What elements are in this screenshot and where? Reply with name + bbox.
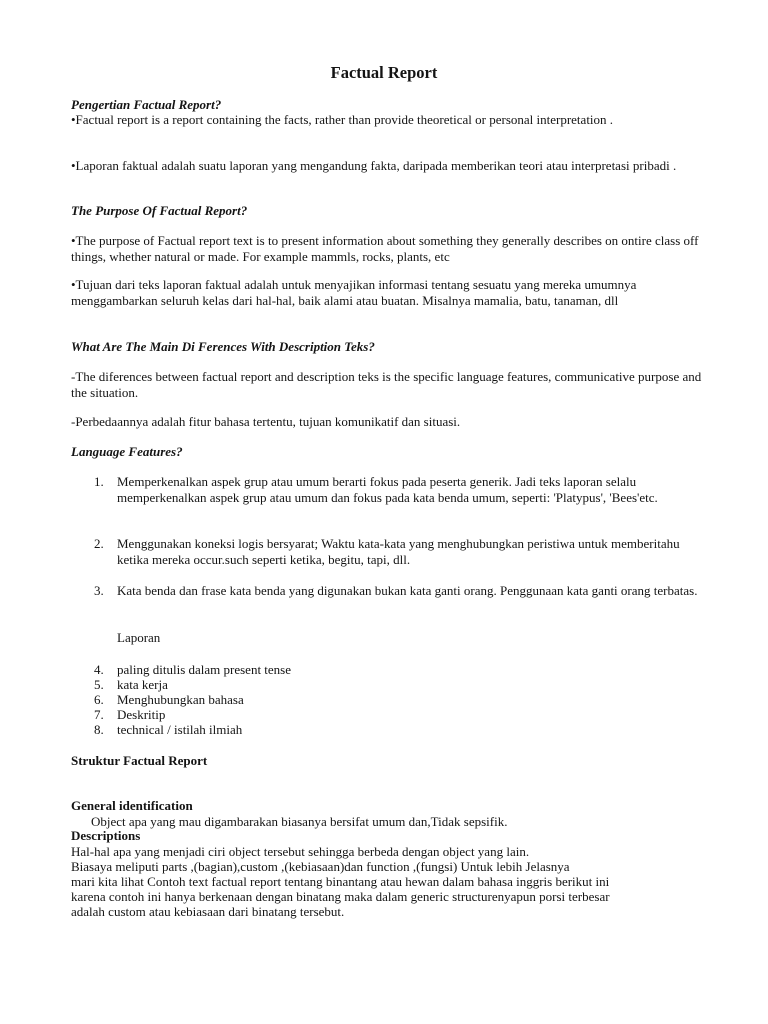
heading-language-features: Language Features? <box>71 444 183 459</box>
paragraph-definition-en: •Factual report is a report containing the facts, rather than provide theoretical or personal interpretation . <box>71 112 614 127</box>
general-identification-text: Object apa yang mau digambarakan biasanya bersifat umum dan,Tidak sepsifik. <box>91 814 508 829</box>
descriptions-line: mari kita lihat Contoh text factual report tentang binantang atau hewan dalam bahasa inggris berikut ini <box>71 874 610 889</box>
list-item-text: Deskritip <box>117 707 166 722</box>
list-item-text: technical / istilah ilmiah <box>117 722 243 737</box>
list-item <box>94 722 242 738</box>
heading-descriptions: Descriptions <box>71 828 141 843</box>
descriptions-line: adalah custom atau kebiasaan dari binatang tersebut. <box>71 904 345 919</box>
list-item <box>94 536 702 567</box>
heading-general-identification: General identification <box>71 798 193 813</box>
paragraph-definition-id: •Laporan faktual adalah suatu laporan yang mengandung fakta, daripada memberikan teori atau interpretasi pribadi . <box>71 158 677 173</box>
list-item <box>94 474 702 505</box>
descriptions-line: Hal-hal apa yang menjadi ciri object tersebut sehingga berbeda dengan object yang lain. <box>71 844 530 859</box>
list-item-number: 4. <box>94 662 104 677</box>
list-item <box>94 692 244 708</box>
laporan-label: Laporan <box>117 630 161 645</box>
list-item-number: 6. <box>94 692 104 707</box>
descriptions-line: karena contoh ini hanya berkenaan dengan binatang maka dalam generic structurenyapun porsi terbesar <box>71 889 610 904</box>
list-item-number: 3. <box>94 583 104 598</box>
list-item <box>94 677 168 693</box>
list-item-number: 5. <box>94 677 104 692</box>
paragraph-purpose-en: •The purpose of Factual report text is to present information about something they generally describes on ontire class off things, whether natural or made. For example mammls, rocks, plants, etc <box>71 233 699 264</box>
paragraph-differences-id: -Perbedaannya adalah fitur bahasa tertentu, tujuan komunikatif dan situasi. <box>71 414 461 429</box>
list-item-text: Memperkenalkan aspek grup atau umum berarti fokus pada peserta generik. Jadi teks laporan selalu memperkenalkan aspek grup atau umum dan fokus pada kata benda umum, seperti: 'Platypus', 'Bees'etc. <box>117 474 658 505</box>
heading-struktur: Struktur Factual Report <box>71 753 208 768</box>
list-item-text: kata kerja <box>117 677 168 692</box>
descriptions-line: Biasaya meliputi parts ,(bagian),custom ,(kebiasaan)dan function ,(fungsi) Untuk lebih Jelasnya <box>71 859 570 874</box>
list-item <box>94 662 291 678</box>
list-item-number: 8. <box>94 722 104 737</box>
list-item-number: 2. <box>94 536 104 551</box>
list-item-number: 7. <box>94 707 104 722</box>
list-item-text: Kata benda dan frase kata benda yang digunakan bukan kata ganti orang. Penggunaan kata ganti orang terbatas. <box>117 583 698 598</box>
list-item <box>94 707 165 723</box>
list-item-text: Menghubungkan bahasa <box>117 692 244 707</box>
document-title: Factual Report <box>330 63 438 82</box>
list-item-number: 1. <box>94 474 104 489</box>
list-item-text: paling ditulis dalam present tense <box>117 662 292 677</box>
list-item-text: Menggunakan koneksi logis bersyarat; Waktu kata-kata yang menghubungkan peristiwa untuk memberitahu ketika mereka occur.such seperti ketika, begitu, tapi, dll. <box>117 536 680 567</box>
heading-pengertian: Pengertian Factual Report? <box>71 97 222 112</box>
heading-differences: What Are The Main Di Ferences With Description Teks? <box>71 339 375 354</box>
paragraph-purpose-id: •Tujuan dari teks laporan faktual adalah untuk menyajikan informasi tentang sesuatu yang mereka umumnya menggambarkan seluruh kelas dari hal-hal, baik alami atau buatan. Misalnya mamalia, batu, tanaman, dll <box>71 277 637 308</box>
paragraph-differences-en: -The diferences between factual report and description teks is the specific language features, communicative purpose and the situation. <box>71 369 702 400</box>
heading-purpose: The Purpose Of Factual Report? <box>71 203 248 218</box>
list-item <box>94 583 702 599</box>
